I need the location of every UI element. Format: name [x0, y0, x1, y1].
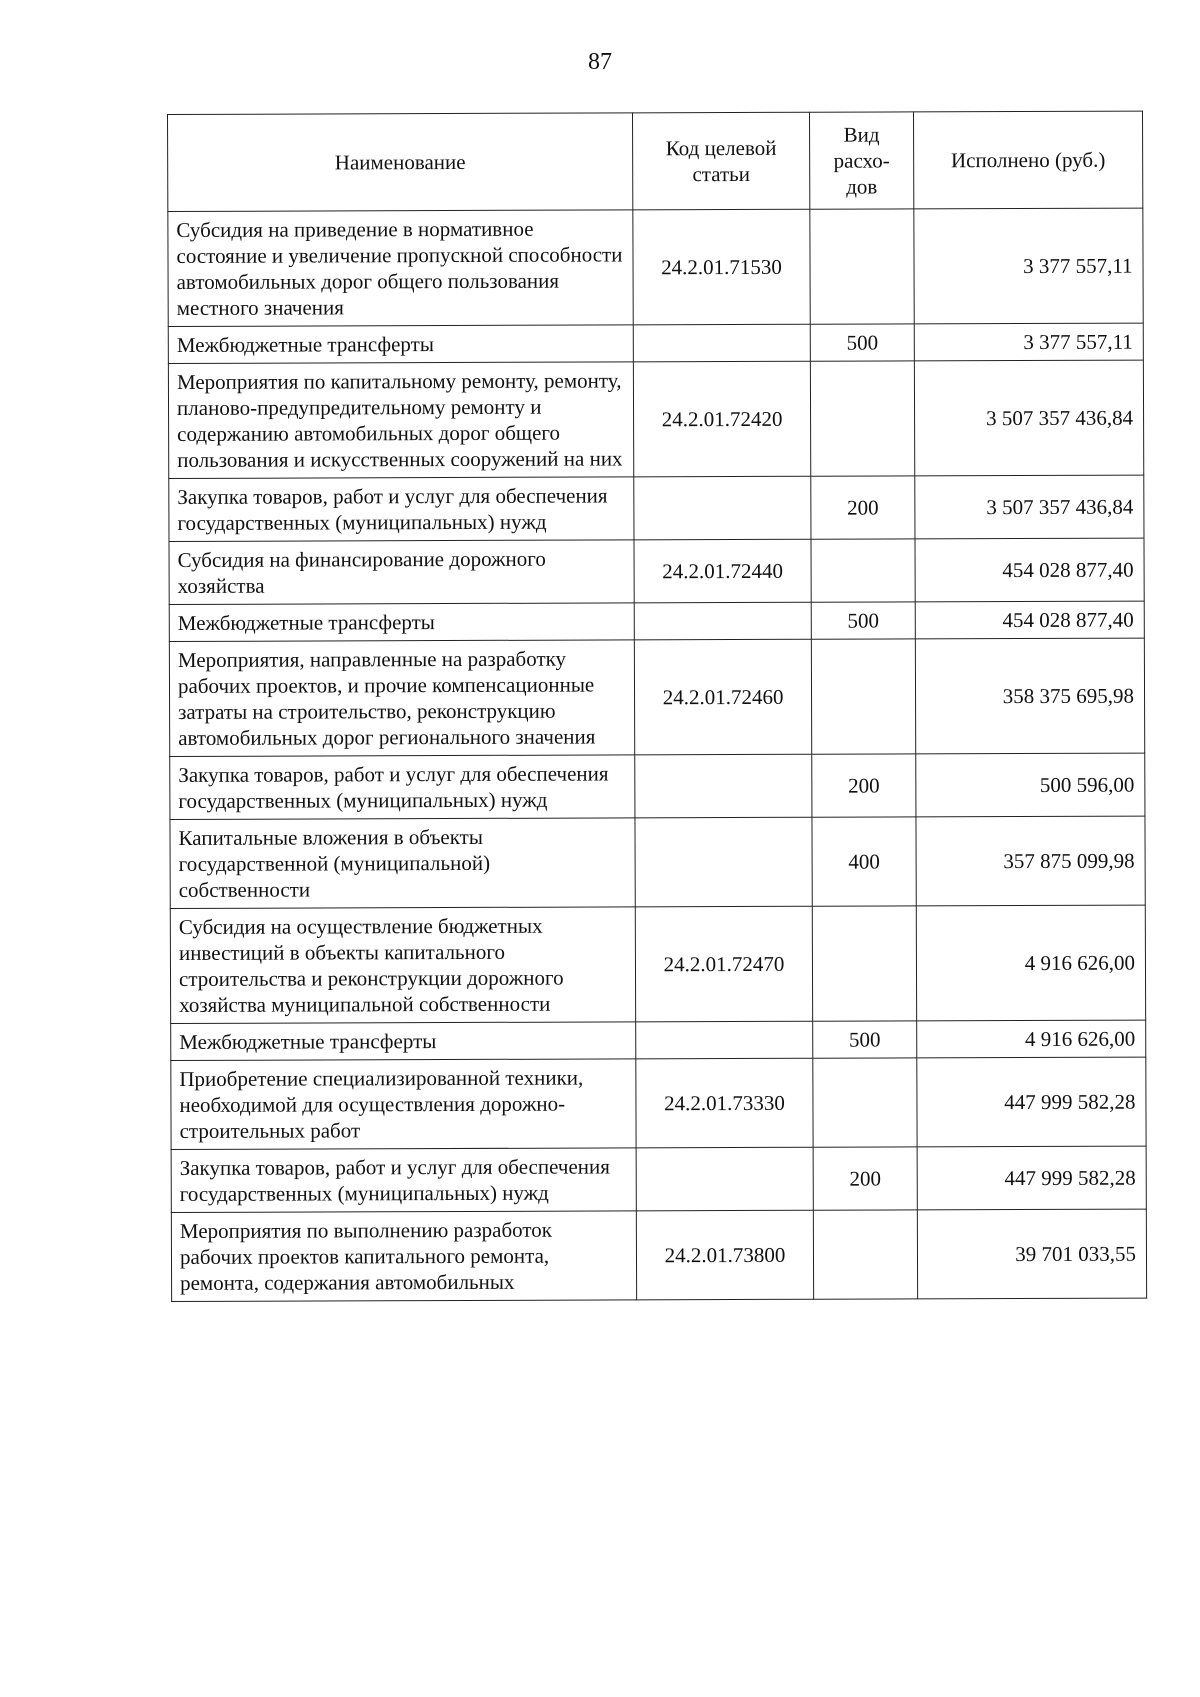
header-row: [168, 111, 1143, 211]
row-type: [812, 906, 916, 1021]
table-row: [170, 905, 1145, 1023]
table-row: [171, 1057, 1146, 1149]
row-type: 500: [810, 324, 914, 361]
table-body: [168, 208, 1147, 1301]
row-amount: 447 999 582,28: [917, 1146, 1146, 1210]
row-type: 400: [812, 817, 916, 906]
table-row: [170, 816, 1145, 908]
row-amount: 3 507 357 436,84: [915, 475, 1144, 539]
header-type: Вид расхо-дов: [809, 112, 913, 209]
row-amount: 3 377 557,11: [914, 208, 1143, 324]
row-type: 200: [812, 754, 916, 817]
row-name: Закупка товаров, работ и услуг для обеспечения государственных (муниципальных) нужд: [171, 1148, 636, 1213]
table-row: [168, 323, 1143, 363]
row-amount: 357 875 099,98: [916, 816, 1145, 906]
row-type: 500: [813, 1021, 917, 1058]
header-amount: Исполнено (руб.): [913, 111, 1142, 209]
row-amount: 4 916 626,00: [916, 905, 1145, 1021]
row-amount: 4 916 626,00: [917, 1020, 1146, 1058]
row-name: Субсидия на приведение в нормативное состояние и увеличение пропускной способности автомобильных дорог общего пользования местного значения: [168, 210, 633, 327]
row-name: Закупка товаров, работ и услуг для обеспечения государственных (муниципальных) нужд: [170, 755, 635, 820]
row-name: Капитальные вложения в объекты государственной (муниципальной) собственности: [170, 818, 635, 909]
row-name: Субсидия на осуществление бюджетных инвестиций в объекты капитального строительства и реконструкции дорожного хозяйства муниципальной собственности: [170, 907, 635, 1024]
budget-table: [167, 111, 1147, 1302]
row-code: [636, 1147, 813, 1211]
row-code: [633, 324, 810, 362]
row-type: 200: [813, 1147, 917, 1210]
table-row: [169, 601, 1144, 641]
row-code: [635, 754, 812, 818]
row-type: [811, 639, 915, 754]
row-code: [634, 476, 811, 540]
row-type: 200: [811, 476, 915, 539]
header-code: Код целевой статьи: [632, 112, 809, 210]
row-name: Мероприятия по капитальному ремонту, ремонту, планово-предупредительному ремонту и содержанию автомобильных дорог общего пользования и искусственных сооружений на них: [168, 362, 633, 479]
table-header: [168, 111, 1143, 211]
row-amount: 500 596,00: [916, 753, 1145, 817]
table-row: [171, 1020, 1146, 1060]
row-name: Межбюджетные трансферты: [168, 325, 633, 364]
table-row: [169, 475, 1144, 541]
row-code: 24.2.01.72460: [634, 639, 811, 755]
row-code: 24.2.01.73330: [636, 1058, 813, 1148]
row-code: 24.2.01.72470: [635, 906, 812, 1022]
row-code: 24.2.01.71530: [633, 209, 810, 325]
row-amount: 39 701 033,55: [917, 1209, 1146, 1299]
row-type: [811, 539, 915, 602]
row-name: Межбюджетные трансферты: [171, 1022, 636, 1061]
row-name: Мероприятия, направленные на разработку рабочих проектов, и прочие компенсационные затраты на строительство, реконструкцию автомобильных дорог регионального значения: [169, 640, 634, 757]
row-amount: 454 028 877,40: [915, 601, 1144, 639]
table-row: [170, 753, 1145, 819]
row-type: [810, 209, 914, 324]
header-name: Наименование: [168, 113, 633, 212]
row-amount: 3 377 557,11: [914, 323, 1143, 361]
row-name: Межбюджетные трансферты: [169, 603, 634, 642]
row-code: [636, 1021, 813, 1059]
row-name: Субсидия на финансирование дорожного хозяйства: [169, 540, 634, 605]
table-row: [171, 1209, 1146, 1301]
row-amount: 447 999 582,28: [917, 1057, 1146, 1147]
table-row: [171, 1146, 1146, 1212]
row-type: [810, 361, 914, 476]
table-row: [169, 538, 1144, 604]
row-code: 24.2.01.72420: [633, 361, 810, 477]
row-name: Закупка товаров, работ и услуг для обеспечения государственных (муниципальных) нужд: [169, 477, 634, 542]
row-code: 24.2.01.72440: [634, 539, 811, 603]
row-type: [813, 1058, 917, 1147]
row-amount: 3 507 357 436,84: [914, 360, 1143, 476]
table-row: [169, 638, 1144, 756]
row-code: [635, 817, 812, 907]
row-name: Приобретение специализированной техники, необходимой для осуществления дорожно-строительных работ: [171, 1059, 636, 1150]
row-amount: 454 028 877,40: [915, 538, 1144, 602]
row-name: Мероприятия по выполнению разработок рабочих проектов капитального ремонта, ремонта, содержания автомобильных: [171, 1211, 636, 1302]
page-number: 87: [588, 49, 612, 75]
row-amount: 358 375 695,98: [915, 638, 1144, 754]
row-type: [813, 1210, 917, 1299]
row-code: [634, 602, 811, 640]
row-code: 24.2.01.73800: [636, 1210, 813, 1300]
table-row: [168, 208, 1143, 326]
table-row: [168, 360, 1143, 478]
row-type: 500: [811, 602, 915, 639]
